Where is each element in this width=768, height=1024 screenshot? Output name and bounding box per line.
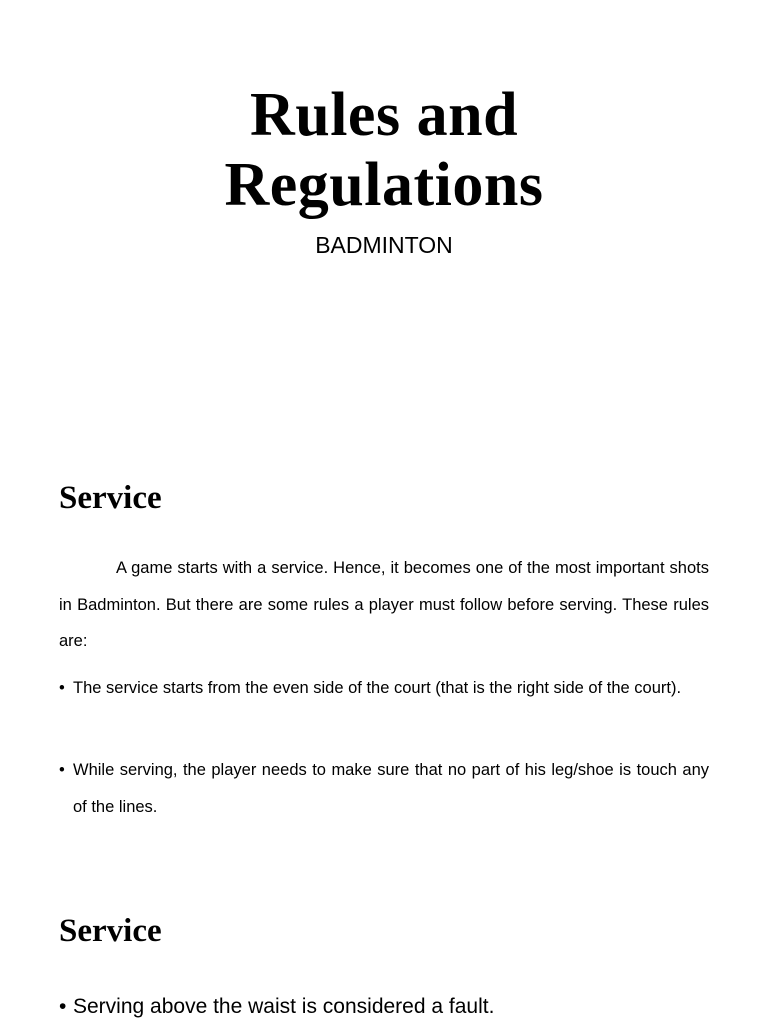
list-item [59,989,739,1024]
bullet-icon: • [59,679,65,697]
title-line-2: Regulations [224,151,544,219]
section-heading-service-2: Service [59,913,162,949]
list-item-text: Serving above the waist is considered a fault. [73,995,495,1018]
list-item-text: The service starts from the even side of the court (that is the right side of the court). [73,679,682,697]
document-title [0,80,768,220]
section-heading-service: Service [59,480,162,516]
bullet-icon: • [59,995,67,1018]
document-subtitle: BADMINTON [315,232,453,258]
title-line-1: Rules and [249,81,519,149]
bullet-icon: • [59,761,65,779]
section-intro-paragraph: A game starts with a service. Hence, it becomes one of the most important shots in Badminton. But there are some rules a player must follow before serving. These rules are: [59,559,709,650]
list-item [59,752,709,825]
list-item-text: While serving, the player needs to make sure that no part of his leg/shoe is touch any of the lines. [73,761,709,816]
list-item [59,670,709,707]
